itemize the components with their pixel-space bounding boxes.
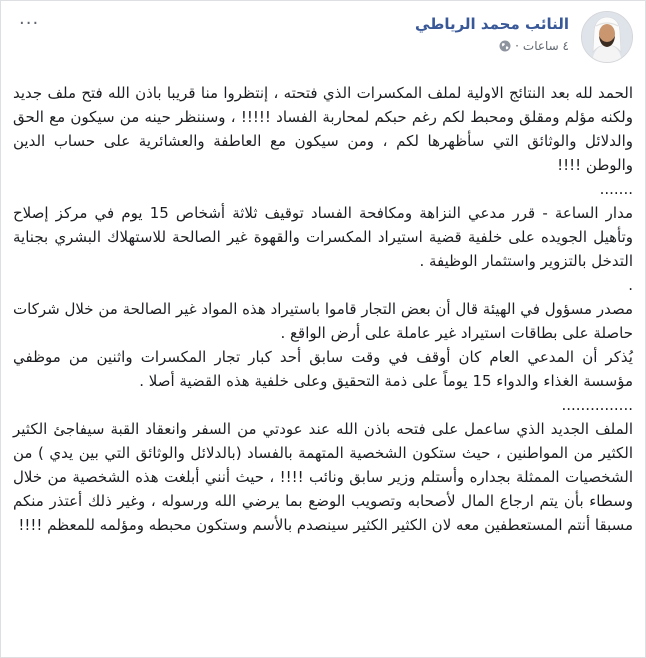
- post-meta: [415, 39, 569, 53]
- meta-separator: ·: [515, 39, 519, 53]
- post-paragraph: الملف الجديد الذي ساعمل على فتحه باذن الله عند عودتي من السفر وانعقاد القبة سيفاجئ الكثير الكثير من المواطنين ، حيث ستكون الشخصية المتهمة بالفساد (بالدلائل والوثائق التي بين يدي ) من الشخصيات الممثلة بجداره وأستلم وزير سابق ونائب !!!! ، حيث أنني أبلغت هذه الشخصية من خلال وسطاء بأن يتم ارجاع المال لأصحابه وتصويب الوضع بما يرضي الله ورسوله ، وغير ذلك أعتذر منكم مسبقا أنتم المستعطفين معه لان الكثير الكثير سينصدم بالأسم وستكون محبطه ومؤلمه للمعظم !!!!: [13, 420, 633, 534]
- globe-icon[interactable]: [499, 40, 511, 52]
- post-paragraph: يُذكر أن المدعي العام كان أوقف في وقت سابق أحد كبار تجار المكسرات واثنين من موظفي مؤسسة الغذاء والدواء 15 يوماً على ذمة التحقيق وعلى خلفية هذه القضية أصلا .: [13, 348, 633, 390]
- avatar-portrait-icon: [582, 12, 632, 62]
- more-options-icon[interactable]: ···: [19, 13, 40, 34]
- post-paragraph: مدار الساعة - قرر مدعي النزاهة ومكافحة الفساد توقيف ثلاثة أشخاص 15 يوم في مركز إصلاح وتأهيل الجويده على خلفية قضية استيراد المكسرات والقهوة غير الصالحة للاستهلاك البشري بجناية التدخل بالتزوير واستثمار الوظيفة .: [13, 204, 634, 270]
- post-paragraph: الحمد لله بعد النتائج الاولية لملف المكسرات الذي فتحته ، إنتظروا منا قريبا باذن الله فتح ملف جديد ولكنه مؤلم ومقلق ومحبط لكم رغم حبكم لمحاربة الفساد !!!!! ، وسننظر حينه من سيكون مع الحق والدلائل والوثائق التي سأظهرها لكم ، ومن سيكون مع العاطفة والعشائرية على حساب الدين والوطن !!!!: [13, 84, 633, 174]
- post-paragraph: .: [628, 276, 633, 294]
- post-timestamp[interactable]: ٤ ساعات: [522, 39, 569, 53]
- post-paragraph: ...............: [561, 396, 633, 414]
- post-paragraph: مصدر مسؤول في الهيئة قال أن بعض التجار قاموا باستيراد هذه المواد غير الصالحة من خلال شركات حاصلة على بطاقات استيراد غير عاملة على أرض الواقع .: [13, 300, 633, 342]
- author-name-link[interactable]: النائب محمد الرياطي: [415, 15, 569, 33]
- author-avatar[interactable]: [581, 11, 633, 63]
- post-body: [13, 81, 633, 537]
- author-block: [415, 15, 569, 53]
- post-header: [13, 9, 633, 65]
- post-paragraph: .......: [599, 180, 633, 198]
